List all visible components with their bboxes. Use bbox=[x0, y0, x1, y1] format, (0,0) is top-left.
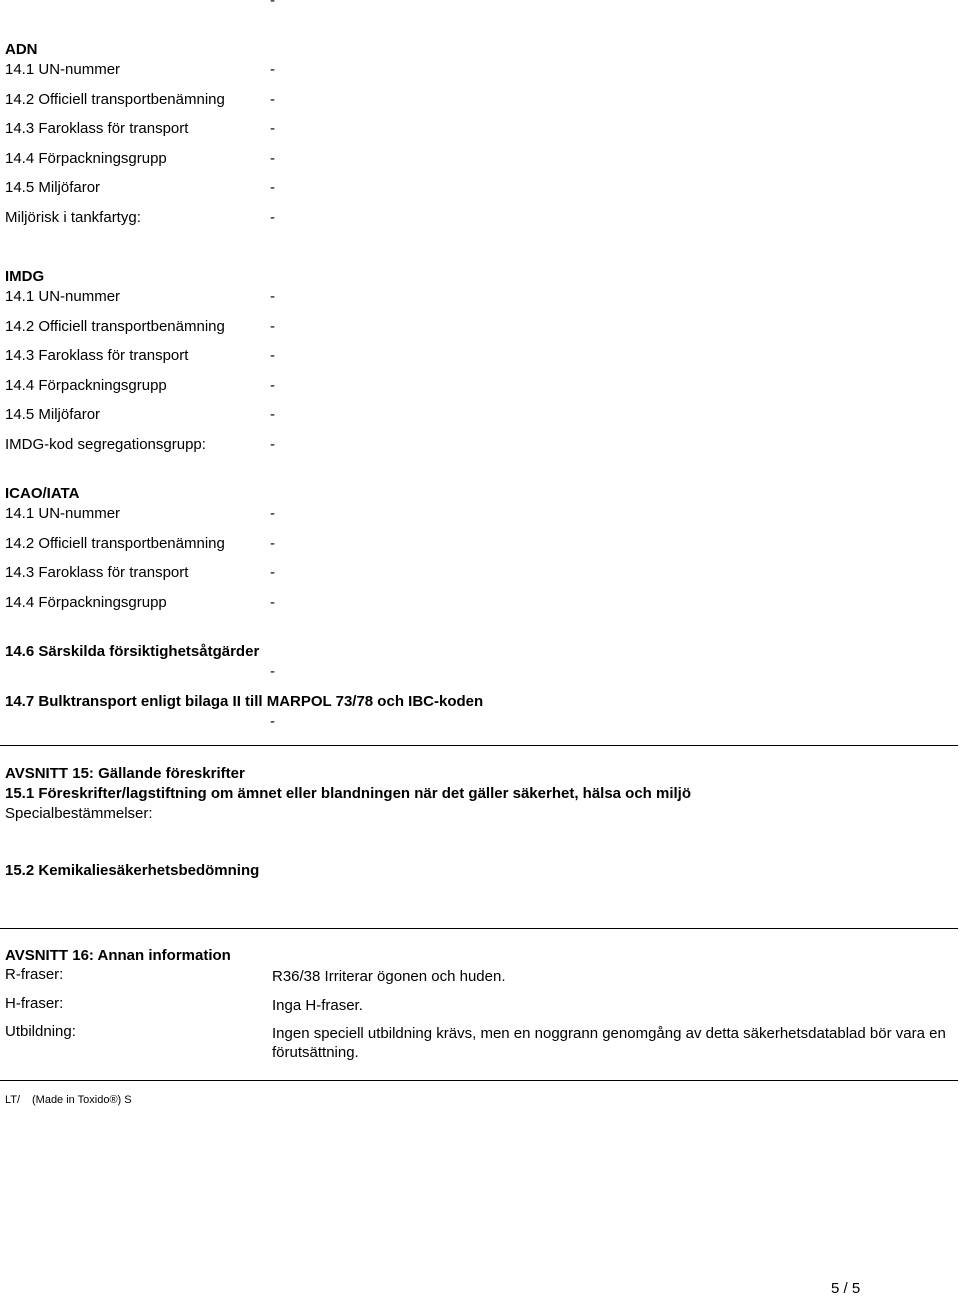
section-divider bbox=[0, 928, 958, 929]
bulk-transport-heading: 14.7 Bulktransport enligt bilaga II till MARPOL 73/78 och IBC-koden bbox=[5, 693, 484, 710]
imdg-env-hazards-value: - bbox=[270, 406, 275, 423]
imdg-segregation-value: - bbox=[270, 436, 275, 453]
section-15-2-heading: 15.2 Kemikaliesäkerhetsbedömning bbox=[5, 862, 260, 879]
bulk-transport-value: - bbox=[270, 713, 275, 730]
adn-env-hazards-label: 14.5 Miljöfaror bbox=[5, 179, 101, 196]
adn-env-hazards-value: - bbox=[270, 179, 275, 196]
icao-un-number-value: - bbox=[270, 505, 275, 522]
imdg-hazard-class-value: - bbox=[270, 347, 275, 364]
icao-hazard-class-label: 14.3 Faroklass för transport bbox=[5, 564, 189, 581]
adn-shipping-name-value: - bbox=[270, 91, 275, 108]
footer-divider bbox=[0, 1080, 958, 1081]
icao-shipping-name-label: 14.2 Officiell transportbenämning bbox=[5, 535, 225, 552]
adn-shipping-name-label: 14.2 Officiell transportbenämning bbox=[5, 91, 225, 108]
imdg-packing-group-value: - bbox=[270, 377, 275, 394]
adn-hazard-class-label: 14.3 Faroklass för transport bbox=[5, 120, 189, 137]
top-dash: - bbox=[270, 0, 275, 9]
imdg-un-number-label: 14.1 UN-nummer bbox=[5, 288, 121, 305]
adn-hazard-class-value: - bbox=[270, 120, 275, 137]
h-phrases-value: Inga H-fraser. bbox=[272, 997, 363, 1014]
imdg-env-hazards-label: 14.5 Miljöfaror bbox=[5, 406, 101, 423]
imdg-shipping-name-label: 14.2 Officiell transportbenämning bbox=[5, 318, 225, 335]
r-phrases-label: R-fraser: bbox=[5, 966, 64, 983]
icao-title: ICAO/IATA bbox=[5, 485, 80, 502]
icao-packing-group-value: - bbox=[270, 594, 275, 611]
adn-title: ADN bbox=[5, 41, 38, 58]
icao-hazard-class-value: - bbox=[270, 564, 275, 581]
section-divider bbox=[0, 745, 958, 746]
icao-un-number-label: 14.1 UN-nummer bbox=[5, 505, 121, 522]
imdg-segregation-label: IMDG-kod segregationsgrupp: bbox=[5, 436, 206, 453]
section-15-1-heading: 15.1 Föreskrifter/lagstiftning om ämnet eller blandningen när det gäller säkerhet, hälsa och miljö bbox=[5, 785, 692, 802]
section-15-title: AVSNITT 15: Gällande föreskrifter bbox=[5, 765, 245, 782]
training-value: Ingen speciell utbildning krävs, men en noggrann genomgång av detta säkerhetsdatablad bör vara en förutsättning. bbox=[272, 1025, 946, 1061]
adn-un-number-label: 14.1 UN-nummer bbox=[5, 61, 121, 78]
r-phrases-value: R36/38 Irriterar ögonen och huden. bbox=[272, 968, 506, 985]
page-number: 5 / 5 bbox=[831, 1280, 861, 1297]
special-precautions-value: - bbox=[270, 663, 275, 680]
imdg-title: IMDG bbox=[5, 268, 45, 285]
training-label: Utbildning: bbox=[5, 1023, 76, 1040]
imdg-hazard-class-label: 14.3 Faroklass för transport bbox=[5, 347, 189, 364]
footer-doc-id: LT/ bbox=[5, 1094, 21, 1106]
imdg-packing-group-label: 14.4 Förpackningsgrupp bbox=[5, 377, 167, 394]
adn-tanker-risk-label: Miljörisk i tankfartyg: bbox=[5, 209, 141, 226]
special-precautions-heading: 14.6 Särskilda försiktighetsåtgärder bbox=[5, 643, 260, 660]
icao-packing-group-label: 14.4 Förpackningsgrupp bbox=[5, 594, 167, 611]
section-16-title: AVSNITT 16: Annan information bbox=[5, 947, 231, 964]
footer-made-in: (Made in Toxido®) S bbox=[32, 1094, 132, 1106]
adn-packing-group-value: - bbox=[270, 150, 275, 167]
adn-packing-group-label: 14.4 Förpackningsgrupp bbox=[5, 150, 167, 167]
adn-un-number-value: - bbox=[270, 61, 275, 78]
imdg-un-number-value: - bbox=[270, 288, 275, 305]
imdg-shipping-name-value: - bbox=[270, 318, 275, 335]
icao-shipping-name-value: - bbox=[270, 535, 275, 552]
special-provisions-label: Specialbestämmelser: bbox=[5, 805, 153, 822]
adn-tanker-risk-value: - bbox=[270, 209, 275, 226]
h-phrases-label: H-fraser: bbox=[5, 995, 64, 1012]
